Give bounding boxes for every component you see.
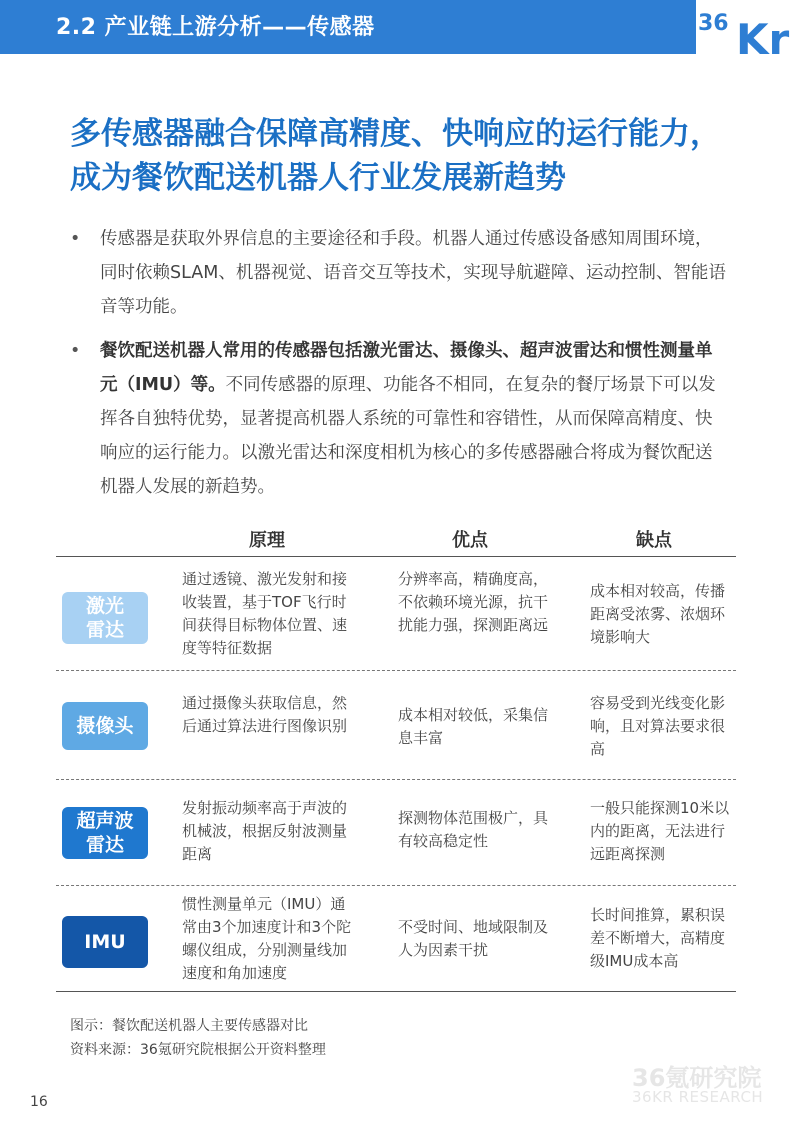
principle-cell: 通过透镜、激光发射和接收装置，基于TOF飞行时间获得目标物体位置、速度等特征数据 — [182, 570, 348, 657]
header-advantages: 优点 — [452, 530, 488, 551]
watermark-en: 36KR RESEARCH — [632, 1088, 764, 1106]
watermark-cn: 36氪研究院 — [632, 1064, 762, 1092]
page-number: 16 — [30, 1094, 48, 1110]
sensor-badge: 激光 雷达 — [62, 592, 148, 644]
bullet-list — [70, 222, 726, 514]
advantages-cell: 不受时间、地域限制及人为因素干扰 — [398, 918, 549, 959]
table-header — [56, 522, 736, 557]
advantages-cell: 探测物体范围极广，具有较高稳定性 — [398, 809, 549, 850]
sensor-badge: IMU — [62, 916, 148, 968]
disadvantages-cell: 一般只能探测10米以内的距离，无法进行远距离探测 — [590, 799, 730, 863]
principle-cell: 惯性测量单元（IMU）通常由3个加速度计和3个陀螺仪组成，分别测量线加速度和角加速度 — [182, 895, 352, 982]
principle-cell: 发射振动频率高于声波的机械波，根据反射波测量距离 — [182, 799, 348, 863]
svg-text:Kr: Kr — [736, 15, 790, 54]
bullet-item — [70, 222, 726, 324]
bullet-item — [70, 334, 726, 504]
sensor-badge: 摄像头 — [62, 702, 148, 750]
headline-line-2: 成为餐饮配送机器人行业发展新趋势 — [70, 160, 566, 196]
headline — [70, 112, 770, 200]
advantages-cell: 分辨率高，精确度高，不依赖环境光源，抗干扰能力强，探测距离远 — [398, 570, 549, 634]
disadvantages-cell: 成本相对较高，传播距离受浓雾、浓烟环境影响大 — [590, 582, 726, 646]
headline-line-1: 多传感器融合保障高精度、快响应的运行能力， — [70, 116, 721, 152]
bullet-bold-text: 餐饮配送机器人常用的传感器包括激光雷达、摄像头、超声波雷达和惯性测量单元（IMU）等。 — [100, 341, 713, 395]
figure-caption: 图示：餐饮配送机器人主要传感器对比 — [70, 1018, 308, 1034]
table-row — [56, 672, 736, 780]
table-row — [56, 560, 736, 671]
disadvantages-cell: 长时间推算，累积误差不断增大，高精度级IMU成本高 — [590, 906, 726, 970]
bullet-dot-icon: • — [70, 229, 81, 249]
svg-text:36: 36 — [698, 11, 729, 36]
table-row — [56, 887, 736, 992]
header-principle: 原理 — [249, 530, 285, 551]
header-disadvantages: 缺点 — [636, 530, 672, 551]
principle-cell: 通过摄像头获取信息，然后通过算法进行图像识别 — [182, 694, 348, 735]
bullet-text: 传感器是获取外界信息的主要途径和手段。机器人通过传感设备感知周围环境，同时依赖SLAM、机器视觉、语音交互等技术，实现导航避障、运动控制、智能语音等功能。 — [100, 229, 726, 317]
disadvantages-cell: 容易受到光线变化影响，且对算法要求很高 — [590, 694, 726, 758]
sensor-badge: 超声波 雷达 — [62, 807, 148, 859]
advantages-cell: 成本相对较低，采集信息丰富 — [398, 706, 549, 747]
36kr-logo-icon — [696, 0, 794, 54]
table-row — [56, 781, 736, 886]
bullet-text: 不同传感器的原理、功能各不相同，在复杂的餐厅场景下可以发挥各自独特优势，显著提高机器人系统的可靠性和容错性，从而保障高精度、快响应的运行能力。以激光雷达和深度相机为核心的多传感器融合将成为餐饮配送机器人发展的新趋势。 — [100, 375, 716, 497]
section-title: 2.2 产业链上游分析——传感器 — [56, 15, 375, 40]
source-caption: 资料来源：36氪研究院根据公开资料整理 — [70, 1042, 326, 1058]
bullet-dot-icon: • — [70, 341, 81, 361]
